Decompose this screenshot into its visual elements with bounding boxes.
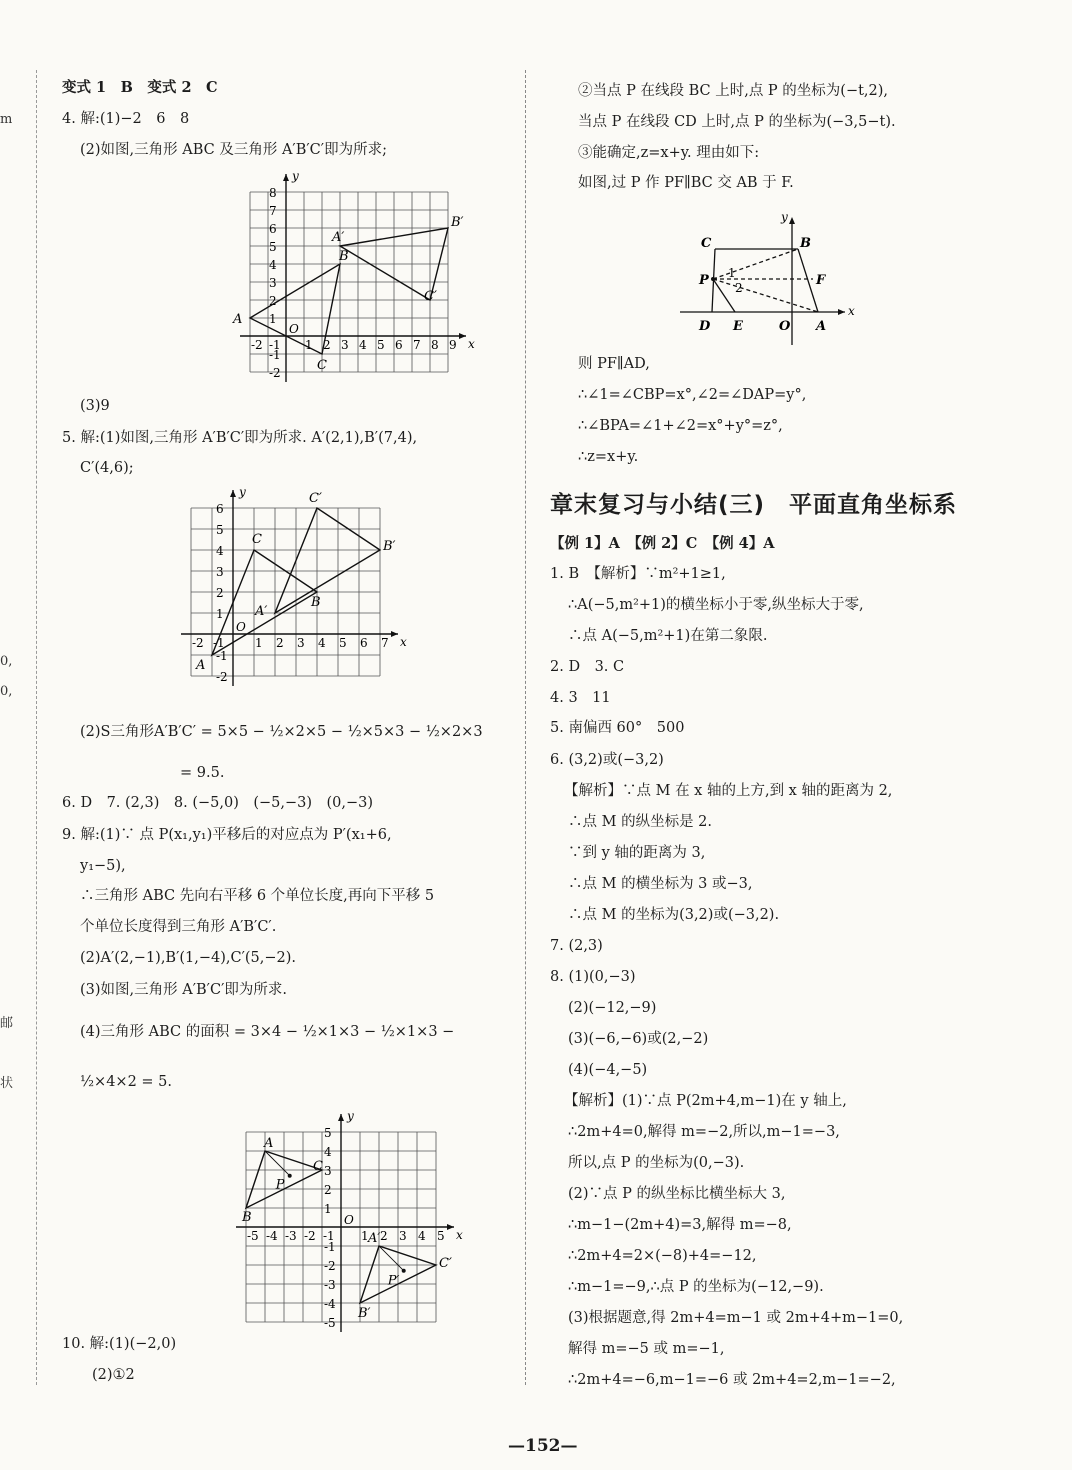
x-tick-label: -1: [323, 1229, 335, 1243]
y-tick-label: -1: [216, 649, 228, 663]
triangle-a1b1c1: [275, 508, 380, 613]
vertex-label: C′: [439, 1256, 452, 1271]
margin-mark: 邮: [0, 1016, 14, 1031]
y-tick-label: 5: [216, 523, 224, 537]
text-line: C′(4,6);: [80, 460, 134, 476]
text-line: 解得 m=−5 或 m=−1,: [568, 1341, 725, 1357]
text-line: 2. D 3. C: [550, 659, 625, 675]
text-line: (4)三角形 ABC 的面积 = 3×4 − ½×1×3 − ½×1×3 −: [80, 1024, 455, 1040]
figure-q4-grid: [170, 169, 475, 382]
x-tick-label: 5: [339, 636, 347, 650]
text-line: 9. 解:(1)∵ 点 P(x₁,y₁)平移后的对应点为 P′(x₁+6,: [62, 827, 392, 843]
text-line: (2)A′(2,−1),B′(1,−4),C′(5,−2).: [80, 950, 297, 966]
y-tick-label: -1: [324, 1240, 336, 1254]
y-tick-label: 5: [324, 1126, 332, 1140]
y-axis-label: y: [292, 169, 299, 183]
y-axis-arrow-icon: [230, 490, 236, 497]
text-line: ∴∠1=∠CBP=x°,∠2=∠DAP=y°,: [578, 387, 807, 403]
text-line: 10. 解:(1)(−2,0): [62, 1336, 177, 1352]
x-tick-label: 3: [297, 636, 305, 650]
text-line: (2)①2: [92, 1367, 135, 1383]
vertex-label: B′: [451, 215, 464, 230]
y-tick-label: -5: [324, 1316, 336, 1330]
left-margin-line: [36, 70, 37, 1385]
x-tick-label: 1: [255, 636, 263, 650]
vertex-label: A′: [332, 230, 345, 245]
x-tick-label: 1: [361, 1229, 369, 1243]
y-tick-label: -4: [324, 1297, 336, 1311]
label-b: B: [800, 236, 811, 251]
y-tick-label: 2: [269, 294, 277, 308]
vertex-label: C: [252, 532, 262, 547]
segment-ba: [798, 249, 818, 312]
text-line: 如图,过 P 作 PF∥BC 交 AB 于 F.: [578, 175, 794, 191]
y-axis-arrow-icon: [338, 1114, 344, 1121]
text-line: (2)(−12,−9): [568, 1000, 657, 1016]
x-tick-label: 4: [418, 1229, 426, 1243]
vertex-label: A: [264, 1136, 274, 1151]
label-p: P: [699, 273, 709, 288]
figure-q9-svg: [180, 1109, 463, 1330]
text-line: (3)如图,三角形 A′B′C′即为所求.: [80, 982, 287, 998]
x-tick-label: -1: [213, 636, 225, 650]
vertex-label: B′: [383, 539, 396, 554]
text-line: 6. D 7. (2,3) 8. (−5,0) (−5,−3) (0,−3): [62, 795, 374, 811]
y-axis-label: y: [239, 485, 246, 499]
segment-pe: [713, 279, 735, 312]
y-axis-arrow-icon: [283, 174, 289, 181]
y-axis-arrow-icon: [789, 217, 795, 224]
vertex-label: C′: [309, 491, 322, 506]
vertex-label: A′: [255, 604, 268, 619]
vertex-label: C′: [424, 289, 437, 304]
text-line: ∴∠BPA=∠1+∠2=x°+y°=z°,: [578, 418, 783, 434]
y-tick-label: 3: [269, 276, 277, 290]
text-line: 个单位长度得到三角形 A′B′C′.: [80, 919, 277, 935]
page-number: —152—: [508, 1436, 578, 1456]
text-line: ∴m−1−(2m+4)=3,解得 m=−8,: [568, 1217, 792, 1233]
y-tick-label: 2: [216, 586, 224, 600]
figure-q5-grid: [180, 485, 420, 693]
y-tick-label: 4: [216, 544, 224, 558]
vertex-label: B: [242, 1210, 252, 1225]
x-tick-label: -2: [192, 636, 204, 650]
text-line: ∴m−1=−9,∴点 P 的坐标为(−12,−9).: [568, 1279, 824, 1295]
text-line: (2)∵点 P 的纵坐标比横坐标大 3,: [568, 1186, 786, 1202]
text-line: 【例 1】A 【例 2】C 【例 4】A: [550, 535, 775, 552]
label-a: A: [816, 319, 827, 334]
point-p-label: P: [275, 1177, 285, 1193]
margin-mark: 状: [0, 1076, 14, 1091]
x-axis-label: x: [468, 337, 475, 351]
section-heading: 章末复习与小结(三) 平面直角坐标系: [550, 492, 958, 518]
x-tick-label: 5: [377, 338, 385, 352]
label-o: O: [779, 319, 791, 334]
margin-mark: m: [0, 112, 13, 127]
point-p1-label: P′: [387, 1273, 400, 1289]
y-axis-label: y: [781, 210, 788, 224]
y-axis-label: y: [347, 1109, 354, 1123]
text-line: ∴z=x+y.: [578, 449, 639, 465]
text-line: ∵到 y 轴的距离为 3,: [568, 845, 706, 861]
vertex-label: B: [339, 249, 349, 264]
figure-q10-diagram: [680, 205, 870, 345]
y-tick-label: 7: [269, 204, 277, 218]
angle-1-label: 1: [728, 266, 736, 280]
text-line: 【解析】(1)∵点 P(2m+4,m−1)在 y 轴上,: [564, 1093, 847, 1109]
y-tick-label: 6: [269, 222, 277, 236]
margin-mark: 0,: [0, 654, 13, 669]
origin-label: O: [236, 620, 246, 634]
column-divider: [525, 70, 526, 1385]
x-axis-label: x: [848, 304, 855, 318]
text-line: ∴2m+4=2×(−8)+4=−12,: [568, 1248, 757, 1264]
vertex-label: C: [317, 358, 327, 373]
x-axis-label: x: [456, 1228, 463, 1242]
segment-pb: [713, 249, 798, 279]
figure-q9-grid: [180, 1109, 463, 1330]
x-tick-label: 2: [323, 338, 331, 352]
text-line: (3)根据题意,得 2m+4=m−1 或 2m+4+m−1=0,: [568, 1310, 904, 1326]
text-line: ∴点 M 的横坐标为 3 或−3,: [568, 876, 753, 892]
point-p: [288, 1174, 292, 1178]
text-line: ∴A(−5,m²+1)的横坐标小于零,纵坐标大于零,: [568, 597, 864, 613]
y-tick-label: 4: [269, 258, 277, 272]
x-tick-label: 4: [318, 636, 326, 650]
text-line: (4)(−4,−5): [568, 1062, 648, 1078]
x-axis-arrow-icon: [391, 631, 398, 637]
text-line: (2)S三角形A′B′C′ = 5×5 − ½×2×5 − ½×5×3 − ½×2×3: [80, 724, 483, 740]
label-e: E: [733, 319, 743, 334]
vertex-label: A: [233, 312, 243, 327]
x-tick-label: 2: [276, 636, 284, 650]
y-tick-label: -2: [216, 670, 228, 684]
text-line: 6. (3,2)或(−3,2): [550, 752, 664, 768]
origin-label: O: [289, 322, 299, 336]
x-tick-label: -5: [247, 1229, 259, 1243]
text-line: 5. 解:(1)如图,三角形 A′B′C′即为所求. A′(2,1),B′(7,4),: [62, 430, 418, 446]
x-tick-label: 3: [341, 338, 349, 352]
y-tick-label: 4: [324, 1145, 332, 1159]
x-tick-label: 2: [380, 1229, 388, 1243]
label-c: C: [701, 236, 712, 251]
figure-q5-svg: [180, 485, 420, 693]
y-tick-label: 1: [269, 312, 277, 326]
x-tick-label: 1: [305, 338, 313, 352]
text-line: 【解析】∵点 M 在 x 轴的上方,到 x 轴的距离为 2,: [564, 783, 893, 799]
point-p1: [402, 1269, 406, 1273]
x-axis-label: x: [400, 635, 407, 649]
y-tick-label: -2: [324, 1259, 336, 1273]
x-tick-label: 9: [449, 338, 457, 352]
label-f: F: [816, 273, 826, 288]
x-axis-arrow-icon: [838, 309, 845, 315]
figure-q4-svg: [170, 169, 475, 382]
text-line: (3)(−6,−6)或(2,−2): [568, 1031, 709, 1047]
text-line: 4. 3 11: [550, 690, 611, 706]
y-tick-label: -2: [269, 366, 281, 380]
text-line: ∴点 M 的纵坐标是 2.: [568, 814, 713, 830]
text-line: = 9.5.: [180, 765, 225, 781]
point-p: [711, 277, 715, 281]
x-tick-label: 6: [395, 338, 403, 352]
vertex-label: A′: [368, 1231, 381, 1246]
text-line: ∴点 M 的坐标为(3,2)或(−3,2).: [568, 907, 780, 923]
text-line: (3)9: [80, 398, 110, 414]
y-tick-label: 6: [216, 502, 224, 516]
label-d: D: [699, 319, 711, 334]
y-tick-label: 3: [216, 565, 224, 579]
margin-mark: 0,: [0, 684, 13, 699]
segment-pa: [713, 279, 818, 312]
text-line: ½×4×2 = 5.: [80, 1074, 173, 1090]
y-tick-label: 1: [324, 1202, 332, 1216]
text-line: 变式 1 B 变式 2 C: [62, 79, 218, 96]
text-line: 4. 解:(1)−2 6 8: [62, 111, 190, 127]
origin-label: O: [344, 1213, 354, 1227]
angle-2-label: 2: [735, 281, 743, 295]
x-tick-label: 3: [399, 1229, 407, 1243]
x-axis-arrow-icon: [459, 333, 466, 339]
y-tick-label: 2: [324, 1183, 332, 1197]
x-tick-label: -2: [304, 1229, 316, 1243]
x-tick-label: 7: [381, 636, 389, 650]
text-line: 当点 P 在线段 CD 上时,点 P 的坐标为(−3,5−t).: [578, 114, 896, 130]
text-line: ②当点 P 在线段 BC 上时,点 P 的坐标为(−t,2),: [578, 83, 889, 99]
text-line: 8. (1)(0,−3): [550, 969, 636, 985]
text-line: ∴点 A(−5,m²+1)在第二象限.: [568, 628, 768, 644]
vertex-label: B′: [358, 1306, 371, 1321]
text-line: ③能确定,z=x+y. 理由如下:: [578, 145, 760, 161]
vertex-label: B: [311, 595, 321, 610]
y-tick-label: -3: [324, 1278, 336, 1292]
x-axis-arrow-icon: [447, 1224, 454, 1230]
vertex-label: A: [196, 658, 206, 673]
text-line: ∴2m+4=−6,m−1=−6 或 2m+4=2,m−1=−2,: [568, 1372, 896, 1388]
x-tick-label: 4: [359, 338, 367, 352]
y-tick-label: -1: [269, 348, 281, 362]
x-tick-label: -1: [269, 338, 281, 352]
x-tick-label: -2: [251, 338, 263, 352]
figure-q10-svg: [680, 205, 870, 345]
y-tick-label: 8: [269, 186, 277, 200]
text-line: 5. 南偏西 60° 500: [550, 720, 685, 736]
x-tick-label: 6: [360, 636, 368, 650]
x-tick-label: -4: [266, 1229, 278, 1243]
text-line: ∴三角形 ABC 先向右平移 6 个单位长度,再向下平移 5: [80, 888, 435, 904]
x-tick-label: 8: [431, 338, 439, 352]
text-line: 1. B 【解析】∵m²+1≥1,: [550, 566, 726, 582]
y-tick-label: 1: [216, 607, 224, 621]
text-line: 则 PF∥AD,: [578, 356, 650, 372]
y-tick-label: 5: [269, 240, 277, 254]
y-tick-label: 3: [324, 1164, 332, 1178]
text-line: 所以,点 P 的坐标为(0,−3).: [568, 1155, 745, 1171]
text-line: 7. (2,3): [550, 938, 603, 954]
x-tick-label: 7: [413, 338, 421, 352]
x-tick-label: 5: [437, 1229, 445, 1243]
vertex-label: C: [313, 1159, 323, 1174]
x-tick-label: -3: [285, 1229, 297, 1243]
text-line: y₁−5),: [80, 858, 126, 874]
text-line: (2)如图,三角形 ABC 及三角形 A′B′C′即为所求;: [80, 142, 387, 158]
text-line: ∴2m+4=0,解得 m=−2,所以,m−1=−3,: [568, 1124, 840, 1140]
